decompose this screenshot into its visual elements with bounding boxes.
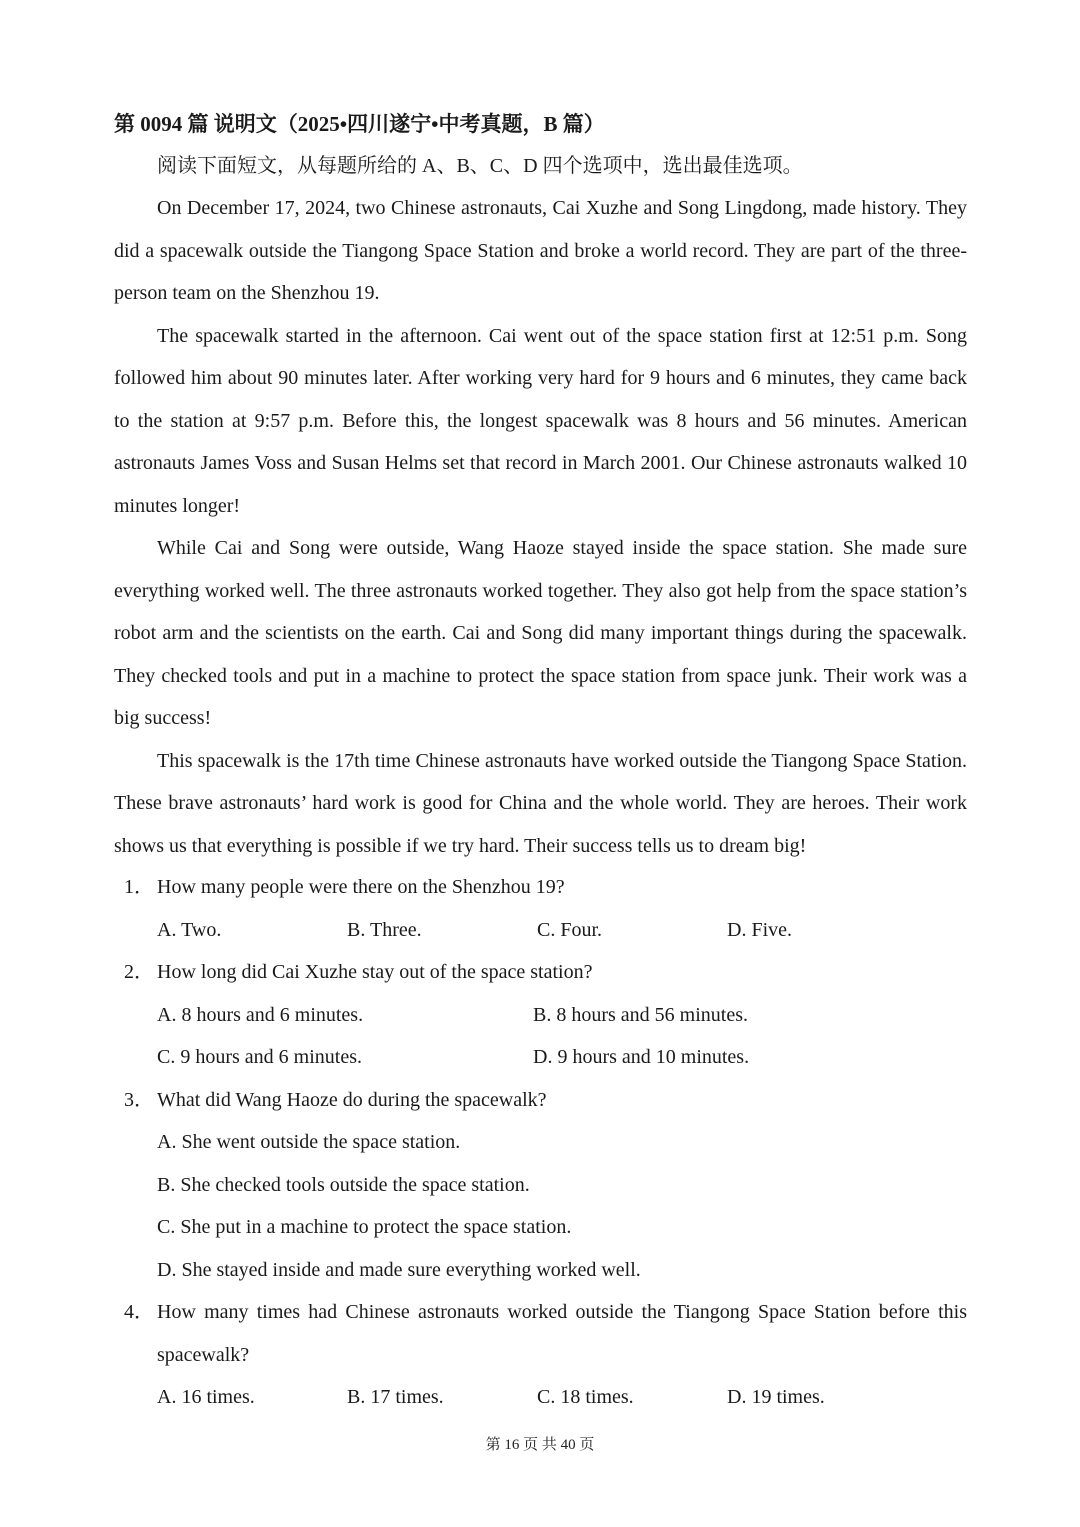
instruction-text: 阅读下面短文，从每题所给的 A、B、C、D 四个选项中，选出最佳选项。 <box>157 155 803 177</box>
question-3 <box>114 1079 967 1122</box>
question-3-option-a-row <box>114 1121 967 1164</box>
reading-passage <box>114 187 967 867</box>
question-number: 2． <box>124 961 154 983</box>
option-d: D. She stayed inside and made sure everything worked well. <box>157 1258 641 1281</box>
option-c: C. 9 hours and 6 minutes. <box>157 1046 362 1068</box>
passage-heading: 第 0094 篇 说明文（2025•四川遂宁•中考真题，B 篇） <box>114 112 605 136</box>
question-4-options <box>114 1376 967 1419</box>
question-number: 1． <box>124 876 154 898</box>
option-c: C. She put in a machine to protect the space station. <box>157 1216 572 1238</box>
question-1-options <box>114 909 967 952</box>
passage-paragraph: While Cai and Song were outside, Wang Haoze stayed inside the space station. She made sure everything worked well. The three astronauts worked together. They also got help from the space station’s robot arm and the scientists on the earth. Cai and Song did many important things during the spacewalk. They checked tools and put in a machine to protect the space station from space junk. Their work was a big success! <box>114 537 967 729</box>
option-a: A. 8 hours and 6 minutes. <box>157 1003 364 1026</box>
question-3-option-c-row <box>114 1206 967 1249</box>
question-2-options-row-1 <box>114 994 967 1037</box>
question-3-option-b-row <box>114 1164 967 1207</box>
question-stem: What did Wang Haoze do during the spacewalk? <box>157 1088 547 1111</box>
question-4 <box>114 1291 967 1376</box>
question-3-option-d-row <box>114 1249 967 1292</box>
passage-paragraph: On December 17, 2024, two Chinese astronauts, Cai Xuzhe and Song Lingdong, made history. They did a spacewalk outside the Tiangong Space Station and broke a world record. They are part of the three-person team on the Shenzhou 19. <box>114 197 967 304</box>
question-number: 4． <box>124 1301 154 1323</box>
question-list <box>114 866 967 1419</box>
option-d: D. 19 times. <box>727 1386 825 1408</box>
question-number: 3． <box>124 1088 154 1111</box>
option-b: B. 8 hours and 56 minutes. <box>533 1003 748 1026</box>
option-a: A. Two. <box>157 918 222 941</box>
passage-paragraph: The spacewalk started in the afternoon. Cai went out of the space station first at 12:51 p.m. Song followed him about 90 minutes later. After working very hard for 9 hours and 6 minutes, they came back to the station at 9:57 p.m. Before this, the longest spacewalk was 8 hours and 56 minutes. American astronauts James Voss and Susan Helms set that record in March 2001. Our Chinese astronauts walked 10 minutes longer! <box>114 324 967 517</box>
page-footer: 第 16 页 共 40 页 <box>485 1437 595 1453</box>
option-a: A. 16 times. <box>157 1386 255 1408</box>
option-c: C. Four. <box>537 918 603 941</box>
option-c: C. 18 times. <box>537 1386 634 1408</box>
question-stem: How long did Cai Xuzhe stay out of the space station? <box>157 961 593 983</box>
question-2-options-row-2 <box>114 1036 967 1079</box>
option-d: D. Five. <box>727 918 792 941</box>
option-b: B. Three. <box>347 918 422 941</box>
question-stem: How many times had Chinese astronauts worked outside the Tiangong Space Station before this spacewalk? <box>157 1301 967 1366</box>
question-stem: How many people were there on the Shenzhou 19? <box>157 876 565 898</box>
option-b: B. She checked tools outside the space station. <box>157 1173 530 1196</box>
option-b: B. 17 times. <box>347 1386 444 1408</box>
question-1 <box>114 866 967 909</box>
passage-paragraph: This spacewalk is the 17th time Chinese astronauts have worked outside the Tiangong Space Station. These brave astronauts’ hard work is good for China and the whole world. They are heroes. Their work shows us that everything is possible if we try hard. Their success tells us to dream big! <box>114 749 967 857</box>
option-a: A. She went outside the space station. <box>157 1131 461 1153</box>
option-d: D. 9 hours and 10 minutes. <box>533 1046 750 1068</box>
question-2 <box>114 951 967 994</box>
